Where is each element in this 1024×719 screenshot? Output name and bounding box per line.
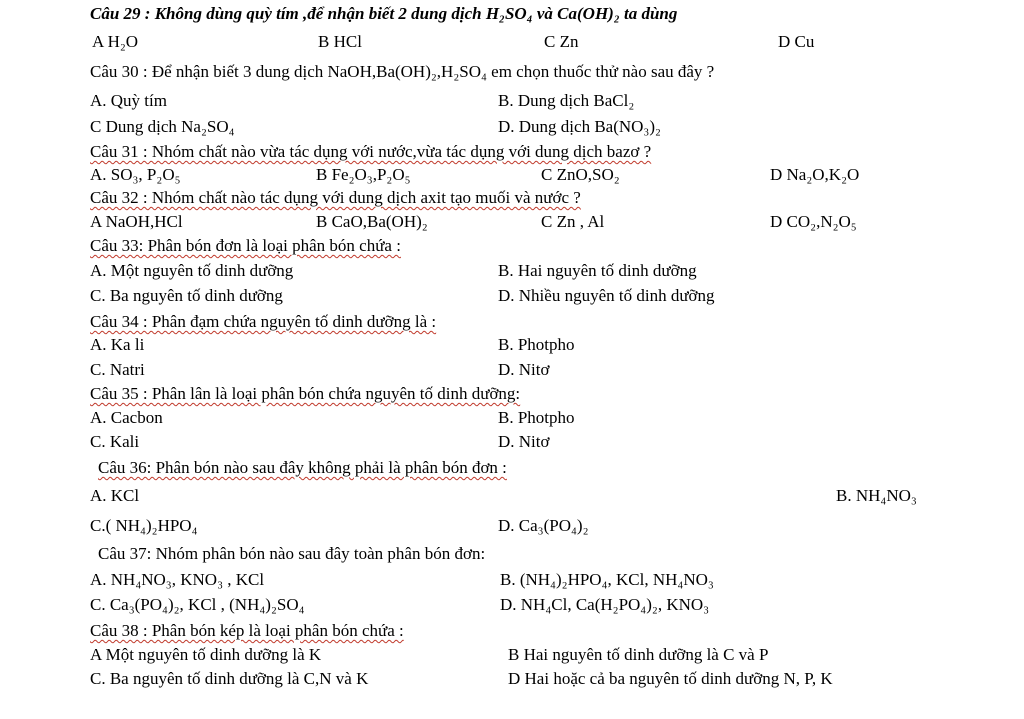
q35-option-d: D. Nitơ (498, 432, 550, 451)
q29-option-c: C Zn (544, 32, 579, 51)
q31-option-b: B Fe₂O₃,P₂O₅ (316, 165, 411, 184)
question-33-stem: Câu 33: Phân bón đơn là loại phân bón chứa : (90, 236, 401, 255)
question-38-stem: Câu 38 : Phân bón kép là loại phân bón chứa : (90, 621, 404, 640)
q30-option-c: C Dung dịch Na₂SO₄ (90, 117, 235, 136)
question-36-stem: Câu 36: Phân bón nào sau đây không phải là phân bón đơn : (98, 458, 507, 477)
q34-option-c: C. Natri (90, 360, 145, 379)
q33-option-a: A. Một nguyên tố dinh dưỡng (90, 261, 294, 280)
question-30-stem: Câu 30 : Để nhận biết 3 dung dịch NaOH,Ba(OH)₂,H₂SO₄ em chọn thuốc thử nào sau đây ? (90, 62, 715, 81)
q36-option-a: A. KCl (90, 486, 140, 505)
q32-option-b: B CaO,Ba(OH)₂ (316, 212, 428, 231)
q37-option-b: B. (NH₄)₂HPO₄, KCl, NH₄NO₃ (500, 570, 714, 589)
q32-option-c: C Zn , Al (541, 212, 605, 231)
q36-option-b: B. NH₄NO₃ (836, 486, 917, 505)
question-29-stem: Câu 29 : Không dùng quỳ tím ,để nhận biết 2 dung dịch H₂SO₄ và Ca(OH)₂ ta dùng (90, 4, 678, 23)
q35-option-a: A. Cacbon (90, 408, 163, 427)
question-32-stem: Câu 32 : Nhóm chất nào tác dụng với dung dịch axit tạo muối và nước ? (90, 188, 581, 207)
q33-option-c: C. Ba nguyên tố dinh dưỡng (90, 286, 283, 305)
q29-option-d: D Cu (778, 32, 815, 51)
q37-option-c: C. Ca₃(PO₄)₂, KCl , (NH₄)₂SO₄ (90, 595, 305, 614)
q38-option-c: C. Ba nguyên tố dinh dưỡng là C,N và K (90, 669, 369, 688)
q29-option-a: A H₂O (92, 32, 139, 51)
question-31-stem: Câu 31 : Nhóm chất nào vừa tác dụng với nước,vừa tác dụng với dung dịch bazơ ? (90, 142, 652, 161)
q31-option-a: A. SO₃, P₂O₅ (90, 165, 181, 184)
q31-option-c: C ZnO,SO₂ (541, 165, 620, 184)
q35-option-c: C. Kali (90, 432, 140, 451)
question-34-stem: Câu 34 : Phân đạm chứa nguyên tố dinh dưỡng là : (90, 312, 437, 331)
q38-option-a: A Một nguyên tố dinh dưỡng là K (90, 645, 322, 664)
q32-option-d: D CO₂,N₂O₅ (770, 212, 857, 231)
q33-option-b: B. Hai nguyên tố dinh dưỡng (498, 261, 697, 280)
q38-option-d: D Hai hoặc cả ba nguyên tố dinh dưỡng N, P, K (508, 669, 833, 688)
q34-option-b: B. Photpho (498, 335, 575, 354)
q33-option-d: D. Nhiều nguyên tố dinh dưỡng (498, 286, 715, 305)
q38-option-b: B Hai nguyên tố dinh dưỡng là C và P (508, 645, 769, 664)
q30-option-d: D. Dung dịch Ba(NO₃)₂ (498, 117, 661, 136)
q32-option-a: A NaOH,HCl (90, 212, 183, 231)
q36-option-d: D. Ca₃(PO₄)₂ (498, 516, 589, 535)
q37-option-a: A. NH₄NO₃, KNO₃ , KCl (90, 570, 265, 589)
question-35-stem: Câu 35 : Phân lân là loại phân bón chứa nguyên tố dinh dưỡng: (90, 384, 521, 403)
q34-option-a: A. Ka li (90, 335, 145, 354)
q30-option-a: A. Quỳ tím (90, 91, 167, 110)
q36-option-c: C.( NH₄)₂HPO₄ (90, 516, 198, 535)
q30-option-b: B. Dung dịch BaCl₂ (498, 91, 635, 110)
q34-option-d: D. Nitơ (498, 360, 550, 379)
q37-option-d: D. NH₄Cl, Ca(H₂PO₄)₂, KNO₃ (500, 595, 710, 614)
q31-option-d: D Na₂O,K₂O (770, 165, 860, 184)
q35-option-b: B. Photpho (498, 408, 575, 427)
question-37-stem: Câu 37: Nhóm phân bón nào sau đây toàn phân bón đơn: (98, 544, 486, 563)
q29-option-b: B HCl (318, 32, 362, 51)
